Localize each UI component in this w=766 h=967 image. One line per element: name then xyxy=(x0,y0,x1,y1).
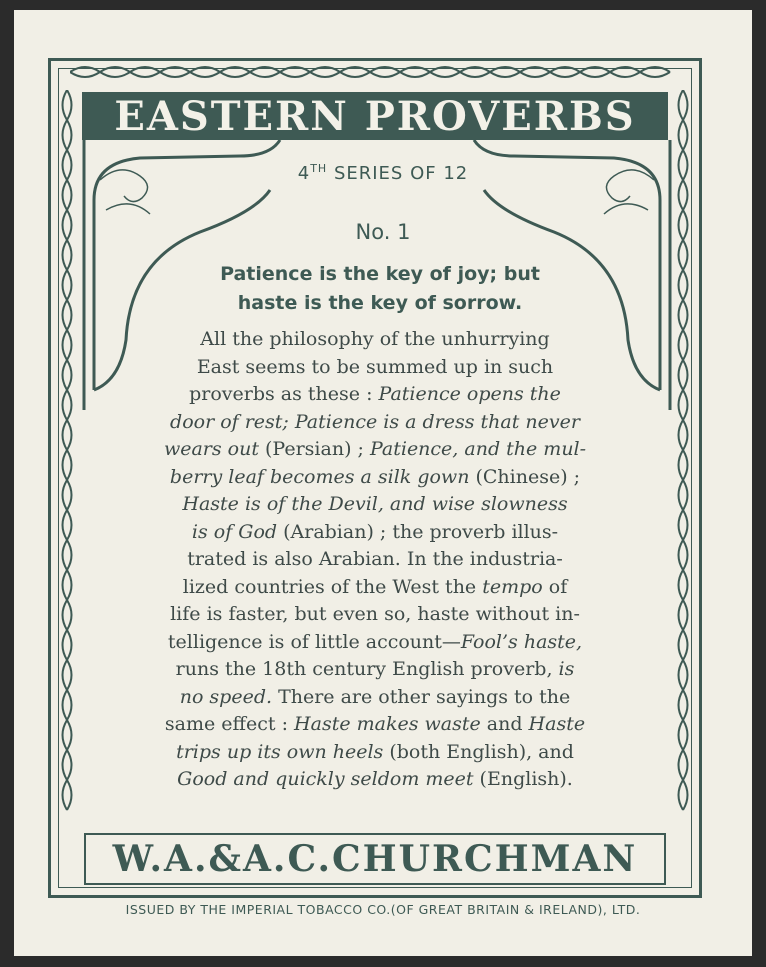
body-line: is of God (Arabian) ; the proverb illus- xyxy=(191,520,559,543)
body-line: East seems to be summed up in such xyxy=(196,355,554,378)
body-line: trips up its own heels (both English), and xyxy=(176,740,574,763)
proverb-line-2: haste is the key of sorrow. xyxy=(237,292,523,314)
series-label: 4TH SERIES OF 12 xyxy=(297,162,469,184)
body-text xyxy=(120,326,630,794)
body-line: runs the 18th century English proverb, is xyxy=(175,658,575,680)
body-line: Good and quickly seldom meet (English). xyxy=(177,768,573,790)
body-line: life is faster, but even so, haste without in- xyxy=(170,603,580,625)
proverb-line-1: Patience is the key of joy; but xyxy=(220,263,540,285)
body-line: berry leaf becomes a silk gown (Chinese) ; xyxy=(169,465,581,488)
right-ornament xyxy=(672,90,694,825)
card-title: EASTERN PROVERBS xyxy=(82,92,668,140)
body-line: wears out (Persian) ; Patience, and the mul- xyxy=(163,438,587,460)
body-line: no speed. There are other sayings to the xyxy=(179,685,571,708)
body-line: proverbs as these : Patience opens the xyxy=(189,383,561,405)
body-line: All the philosophy of the unhurrying xyxy=(200,328,550,350)
issued-by: ISSUED BY THE IMPERIAL TOBACCO CO.(OF GREAT BRITAIN & IRELAND), LTD. xyxy=(125,902,641,917)
body-line: same effect : Haste makes waste and Haste xyxy=(164,713,586,735)
publisher-name: W.A.&A.C.CHURCHMAN xyxy=(84,833,666,885)
left-ornament xyxy=(56,90,78,825)
card-number: No. 1 xyxy=(355,220,411,244)
body-line: Haste is of the Devil, and wise slowness xyxy=(182,493,568,515)
body-line: lized countries of the West the tempo of xyxy=(182,575,568,598)
body-line: trated is also Arabian. In the industria- xyxy=(187,548,563,570)
body-line: telligence is of little account—Fool’s haste, xyxy=(167,630,583,653)
top-ornament xyxy=(70,60,680,84)
proverb-heading xyxy=(140,260,620,318)
body-line: door of rest; Patience is a dress that never xyxy=(170,410,580,433)
